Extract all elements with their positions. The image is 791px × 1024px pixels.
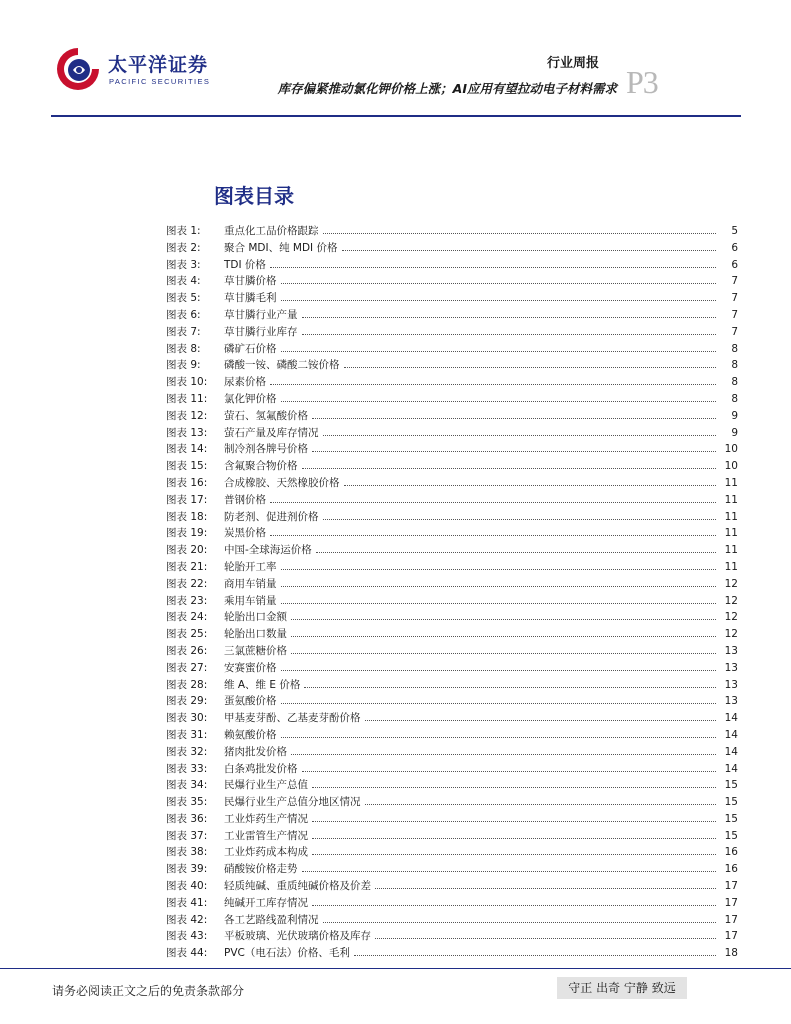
toc-leader-dots bbox=[281, 569, 717, 570]
toc-entry-page: 8 bbox=[731, 359, 738, 372]
toc-entry-page: 9 bbox=[731, 409, 738, 422]
toc-entry-label: 图表 16: bbox=[166, 476, 208, 489]
toc-entry-label: 图表 9: bbox=[166, 359, 201, 372]
toc-entry-label: 图表 40: bbox=[166, 880, 208, 893]
toc-entry-label: 图表 30: bbox=[166, 712, 208, 725]
header-divider bbox=[51, 115, 741, 117]
toc-entry-page: 7 bbox=[731, 308, 738, 321]
toc-entry-page: 10 bbox=[724, 460, 738, 473]
toc-entry[interactable] bbox=[166, 357, 738, 374]
toc-entry-text: 草甘膦行业产量 bbox=[224, 308, 298, 321]
toc-leader-dots bbox=[316, 552, 716, 553]
toc-entry-label: 图表 25: bbox=[166, 628, 208, 641]
toc-entry[interactable] bbox=[166, 660, 738, 677]
toc-entry-page: 7 bbox=[731, 275, 738, 288]
toc-entry[interactable] bbox=[166, 542, 738, 559]
footer-disclaimer: 请务必阅读正文之后的免责条款部分 bbox=[52, 984, 245, 998]
toc-entry-label: 图表 15: bbox=[166, 460, 208, 473]
toc-leader-dots bbox=[270, 267, 716, 268]
toc-entry[interactable] bbox=[166, 811, 738, 828]
toc-entry[interactable] bbox=[166, 223, 738, 240]
toc-leader-dots bbox=[281, 300, 717, 301]
toc-entry-label: 图表 13: bbox=[166, 426, 208, 439]
toc-entry-page: 15 bbox=[724, 796, 738, 809]
toc-entry-page: 14 bbox=[724, 762, 738, 775]
toc-entry[interactable] bbox=[166, 391, 738, 408]
toc-entry-label: 图表 7: bbox=[166, 325, 201, 338]
toc-leader-dots bbox=[312, 418, 716, 419]
toc-entry-text: 赖氨酸价格 bbox=[224, 728, 277, 741]
toc-entry-page: 12 bbox=[724, 628, 738, 641]
toc-leader-dots bbox=[281, 283, 717, 284]
toc-entry-text: 纯碱开工库存情况 bbox=[224, 896, 308, 909]
toc-leader-dots bbox=[302, 871, 717, 872]
toc-entry[interactable] bbox=[166, 408, 738, 425]
toc-entry-page: 18 bbox=[724, 947, 738, 960]
toc-leader-dots bbox=[302, 771, 717, 772]
toc-leader-dots bbox=[365, 804, 717, 805]
toc-entry-page: 14 bbox=[724, 728, 738, 741]
toc-leader-dots bbox=[323, 519, 717, 520]
toc-entry-page: 17 bbox=[724, 913, 738, 926]
toc-entry[interactable] bbox=[166, 828, 738, 845]
toc-title: 图表目录 bbox=[214, 184, 294, 208]
footer-divider bbox=[0, 968, 791, 969]
toc-entry-label: 图表 17: bbox=[166, 493, 208, 506]
toc-entry-label: 图表 8: bbox=[166, 342, 201, 355]
toc-entry[interactable] bbox=[166, 945, 738, 962]
toc-entry[interactable] bbox=[166, 693, 738, 710]
toc-entry-label: 图表 12: bbox=[166, 409, 208, 422]
toc-entry-page: 16 bbox=[724, 846, 738, 859]
toc-leader-dots bbox=[365, 720, 717, 721]
toc-entry-page: 7 bbox=[731, 325, 738, 338]
toc-entry[interactable] bbox=[166, 374, 738, 391]
toc-entry-label: 图表 24: bbox=[166, 611, 208, 624]
toc-leader-dots bbox=[291, 636, 716, 637]
toc-entry-page: 10 bbox=[724, 443, 738, 456]
toc-entry[interactable] bbox=[166, 441, 738, 458]
toc-leader-dots bbox=[323, 233, 717, 234]
toc-leader-dots bbox=[312, 854, 716, 855]
toc-leader-dots bbox=[312, 905, 716, 906]
toc-entry-label: 图表 31: bbox=[166, 728, 208, 741]
toc-leader-dots bbox=[323, 435, 717, 436]
toc-entry-text: 工业雷管生产情况 bbox=[224, 829, 308, 842]
toc-entry[interactable] bbox=[166, 324, 738, 341]
footer-motto: 守正 出奇 宁静 致远 bbox=[557, 977, 687, 999]
toc-entry-text: 轮胎开工率 bbox=[224, 560, 277, 573]
toc-leader-dots bbox=[375, 938, 716, 939]
toc-entry-page: 11 bbox=[724, 560, 738, 573]
toc-leader-dots bbox=[281, 401, 717, 402]
toc-entry[interactable] bbox=[166, 290, 738, 307]
toc-entry-label: 图表 44: bbox=[166, 947, 208, 960]
toc-entry-text: 尿素价格 bbox=[224, 376, 266, 389]
toc-entry-label: 图表 33: bbox=[166, 762, 208, 775]
toc-entry-text: 萤石、氢氟酸价格 bbox=[224, 409, 308, 422]
toc-entry-label: 图表 32: bbox=[166, 745, 208, 758]
toc-leader-dots bbox=[281, 670, 717, 671]
toc-entry-text: 乘用车销量 bbox=[224, 594, 277, 607]
toc-entry-text: 磷矿石价格 bbox=[224, 342, 277, 355]
toc-entry-text: 商用车销量 bbox=[224, 577, 277, 590]
toc-entry-page: 17 bbox=[724, 880, 738, 893]
toc-entry-text: 防老剂、促进剂价格 bbox=[224, 510, 319, 523]
company-logo bbox=[52, 44, 212, 94]
toc-entry-label: 图表 14: bbox=[166, 443, 208, 456]
toc-entry[interactable] bbox=[166, 559, 738, 576]
toc-entry[interactable] bbox=[166, 458, 738, 475]
toc-entry[interactable] bbox=[166, 257, 738, 274]
toc-entry[interactable] bbox=[166, 912, 738, 929]
toc-entry-text: 草甘膦行业库存 bbox=[224, 325, 298, 338]
toc-entry-label: 图表 22: bbox=[166, 577, 208, 590]
toc-leader-dots bbox=[312, 451, 716, 452]
toc-entry-label: 图表 10: bbox=[166, 376, 208, 389]
toc-entry[interactable] bbox=[166, 475, 738, 492]
toc-entry-page: 9 bbox=[731, 426, 738, 439]
toc-entry-label: 图表 41: bbox=[166, 896, 208, 909]
toc-leader-dots bbox=[281, 586, 717, 587]
report-type: 行业周报 bbox=[546, 56, 599, 71]
toc-entry-text: 各工艺路线盈利情况 bbox=[224, 913, 319, 926]
toc-entry-page: 6 bbox=[731, 258, 738, 271]
toc-entry[interactable] bbox=[166, 878, 738, 895]
toc-entry[interactable] bbox=[166, 895, 738, 912]
toc-entry-text: 氯化钾价格 bbox=[224, 392, 277, 405]
toc-entry[interactable] bbox=[166, 727, 738, 744]
toc-entry-text: 白条鸡批发价格 bbox=[224, 762, 298, 775]
toc-entry-page: 11 bbox=[724, 527, 738, 540]
toc-entry-label: 图表 18: bbox=[166, 510, 208, 523]
toc-leader-dots bbox=[281, 737, 717, 738]
toc-entry[interactable] bbox=[166, 341, 738, 358]
toc-entry-label: 图表 38: bbox=[166, 846, 208, 859]
toc-entry-page: 15 bbox=[724, 829, 738, 842]
toc-entry-text: 普钢价格 bbox=[224, 493, 266, 506]
toc-leader-dots bbox=[312, 787, 716, 788]
toc-leader-dots bbox=[323, 922, 717, 923]
toc-entry[interactable] bbox=[166, 710, 738, 727]
toc-entry-text: 猪肉批发价格 bbox=[224, 745, 287, 758]
toc-entry-text: 维 A、维 E 价格 bbox=[224, 678, 301, 691]
toc-entry-label: 图表 2: bbox=[166, 241, 201, 254]
toc-entry[interactable] bbox=[166, 794, 738, 811]
toc-entry-text: 草甘膦价格 bbox=[224, 275, 277, 288]
toc-entry-text: 甲基麦芽酚、乙基麦芽酚价格 bbox=[224, 712, 361, 725]
toc-leader-dots bbox=[281, 351, 717, 352]
toc-entry-label: 图表 42: bbox=[166, 913, 208, 926]
toc-entry-page: 17 bbox=[724, 896, 738, 909]
toc-entry-page: 11 bbox=[724, 493, 738, 506]
toc-leader-dots bbox=[344, 485, 717, 486]
toc-entry[interactable] bbox=[166, 761, 738, 778]
toc-entry-text: 重点化工品价格跟踪 bbox=[224, 225, 319, 237]
toc-entry-text: 制冷剂各牌号价格 bbox=[224, 443, 308, 456]
toc-entry[interactable] bbox=[166, 609, 738, 626]
page-number: P3 bbox=[626, 64, 658, 100]
toc-entry-label: 图表 43: bbox=[166, 930, 208, 943]
toc-entry-page: 15 bbox=[724, 812, 738, 825]
toc-entry-text: 工业炸药成本构成 bbox=[224, 846, 308, 859]
toc-entry-page: 8 bbox=[731, 342, 738, 355]
toc-entry[interactable] bbox=[166, 744, 738, 761]
toc-leader-dots bbox=[270, 535, 716, 536]
toc-entry-text: 磷酸一铵、磷酸二铵价格 bbox=[224, 359, 340, 372]
toc-entry-page: 12 bbox=[724, 577, 738, 590]
toc-entry[interactable] bbox=[166, 240, 738, 257]
toc-list bbox=[166, 223, 738, 962]
toc-entry-label: 图表 37: bbox=[166, 829, 208, 842]
toc-entry-text: 三氯蔗糖价格 bbox=[224, 644, 287, 657]
toc-leader-dots bbox=[342, 250, 717, 251]
toc-leader-dots bbox=[291, 653, 716, 654]
toc-leader-dots bbox=[312, 838, 716, 839]
toc-entry-page: 12 bbox=[724, 594, 738, 607]
toc-leader-dots bbox=[270, 502, 716, 503]
toc-leader-dots bbox=[281, 603, 717, 604]
toc-entry-label: 图表 29: bbox=[166, 695, 208, 708]
toc-entry-text: 聚合 MDI、纯 MDI 价格 bbox=[224, 241, 338, 254]
toc-entry-page: 16 bbox=[724, 863, 738, 876]
toc-leader-dots bbox=[304, 687, 716, 688]
toc-entry-page: 13 bbox=[724, 661, 738, 674]
toc-entry-page: 13 bbox=[724, 678, 738, 691]
logo-chinese-name: 太平洋证券 bbox=[108, 54, 209, 76]
toc-entry-page: 11 bbox=[724, 510, 738, 523]
toc-entry-page: 7 bbox=[731, 292, 738, 305]
toc-entry[interactable] bbox=[166, 307, 738, 324]
toc-entry-page: 6 bbox=[731, 241, 738, 254]
toc-entry-text: 炭黑价格 bbox=[224, 527, 266, 540]
toc-leader-dots bbox=[270, 384, 716, 385]
toc-entry-label: 图表 27: bbox=[166, 661, 208, 674]
toc-entry[interactable] bbox=[166, 643, 738, 660]
toc-entry[interactable] bbox=[166, 593, 738, 610]
toc-entry-page: 15 bbox=[724, 779, 738, 792]
toc-leader-dots bbox=[375, 888, 716, 889]
toc-entry[interactable] bbox=[166, 509, 738, 526]
toc-entry-page: 13 bbox=[724, 644, 738, 657]
pacific-securities-emblem-icon bbox=[52, 44, 104, 94]
toc-leader-dots bbox=[302, 334, 717, 335]
toc-entry-text: 平板玻璃、光伏玻璃价格及库存 bbox=[224, 930, 371, 943]
toc-entry-label: 图表 4: bbox=[166, 275, 201, 288]
toc-leader-dots bbox=[312, 821, 716, 822]
toc-entry-label: 图表 34: bbox=[166, 779, 208, 792]
toc-entry-label: 图表 5: bbox=[166, 292, 201, 305]
toc-entry-label: 图表 19: bbox=[166, 527, 208, 540]
toc-entry-page: 11 bbox=[724, 544, 738, 557]
toc-entry-label: 图表 23: bbox=[166, 594, 208, 607]
toc-entry-page: 13 bbox=[724, 695, 738, 708]
toc-entry-page: 12 bbox=[724, 611, 738, 624]
toc-entry-text: 硝酸铵价格走势 bbox=[224, 863, 298, 876]
toc-entry-label: 图表 11: bbox=[166, 392, 208, 405]
logo-english-name: PACIFIC SECURITIES bbox=[109, 77, 211, 86]
toc-entry[interactable] bbox=[166, 677, 738, 694]
toc-entry-text: 轮胎出口数量 bbox=[224, 628, 287, 641]
toc-leader-dots bbox=[291, 754, 716, 755]
toc-entry-label: 图表 21: bbox=[166, 560, 208, 573]
toc-entry[interactable] bbox=[166, 844, 738, 861]
toc-entry-label: 图表 3: bbox=[166, 258, 201, 271]
report-title: 库存偏紧推动氯化钾价格上涨；AI应用有望拉动电子材料需求 bbox=[277, 81, 617, 96]
toc-entry-text: 中国-全球海运价格 bbox=[224, 544, 312, 557]
toc-leader-dots bbox=[302, 468, 717, 469]
toc-leader-dots bbox=[291, 619, 716, 620]
toc-entry-text: TDI 价格 bbox=[224, 258, 266, 271]
toc-leader-dots bbox=[281, 703, 717, 704]
toc-entry-label: 图表 26: bbox=[166, 644, 208, 657]
toc-entry-page: 14 bbox=[724, 745, 738, 758]
toc-entry[interactable] bbox=[166, 492, 738, 509]
toc-entry-text: 民爆行业生产总值 bbox=[224, 779, 308, 792]
toc-entry-page: 14 bbox=[724, 712, 738, 725]
toc-entry-text: 安赛蜜价格 bbox=[224, 661, 277, 674]
toc-entry-text: 含氟聚合物价格 bbox=[224, 460, 298, 473]
toc-entry-text: 草甘膦毛利 bbox=[224, 292, 277, 305]
toc-entry[interactable] bbox=[166, 928, 738, 945]
toc-entry-label: 图表 1: bbox=[166, 225, 201, 237]
toc-entry-label: 图表 6: bbox=[166, 308, 201, 321]
toc-entry-label: 图表 39: bbox=[166, 863, 208, 876]
toc-leader-dots bbox=[354, 955, 716, 956]
toc-leader-dots bbox=[302, 317, 717, 318]
toc-entry-page: 8 bbox=[731, 376, 738, 389]
toc-entry[interactable] bbox=[166, 861, 738, 878]
toc-entry-text: PVC（电石法）价格、毛利 bbox=[224, 947, 350, 960]
toc-entry-page: 8 bbox=[731, 392, 738, 405]
toc-entry[interactable] bbox=[166, 425, 738, 442]
toc-entry-text: 轮胎出口金额 bbox=[224, 611, 287, 624]
toc-entry[interactable] bbox=[166, 626, 738, 643]
toc-entry-text: 合成橡胶、天然橡胶价格 bbox=[224, 476, 340, 489]
toc-entry-page: 5 bbox=[731, 225, 738, 237]
toc-entry-text: 民爆行业生产总值分地区情况 bbox=[224, 796, 361, 809]
toc-entry-label: 图表 36: bbox=[166, 812, 208, 825]
toc-entry-page: 11 bbox=[724, 476, 738, 489]
toc-entry-text: 轻质纯碱、重质纯碱价格及价差 bbox=[224, 880, 371, 893]
toc-entry[interactable] bbox=[166, 525, 738, 542]
toc-entry-label: 图表 28: bbox=[166, 678, 208, 691]
toc-entry[interactable] bbox=[166, 273, 738, 290]
toc-leader-dots bbox=[344, 367, 717, 368]
toc-entry-page: 17 bbox=[724, 930, 738, 943]
toc-entry[interactable] bbox=[166, 576, 738, 593]
toc-entry[interactable] bbox=[166, 777, 738, 794]
toc-entry-label: 图表 35: bbox=[166, 796, 208, 809]
toc-entry-text: 蛋氨酸价格 bbox=[224, 695, 277, 708]
toc-entry-text: 工业炸药生产情况 bbox=[224, 812, 308, 825]
toc-entry-text: 萤石产量及库存情况 bbox=[224, 426, 319, 439]
toc-entry-label: 图表 20: bbox=[166, 544, 208, 557]
